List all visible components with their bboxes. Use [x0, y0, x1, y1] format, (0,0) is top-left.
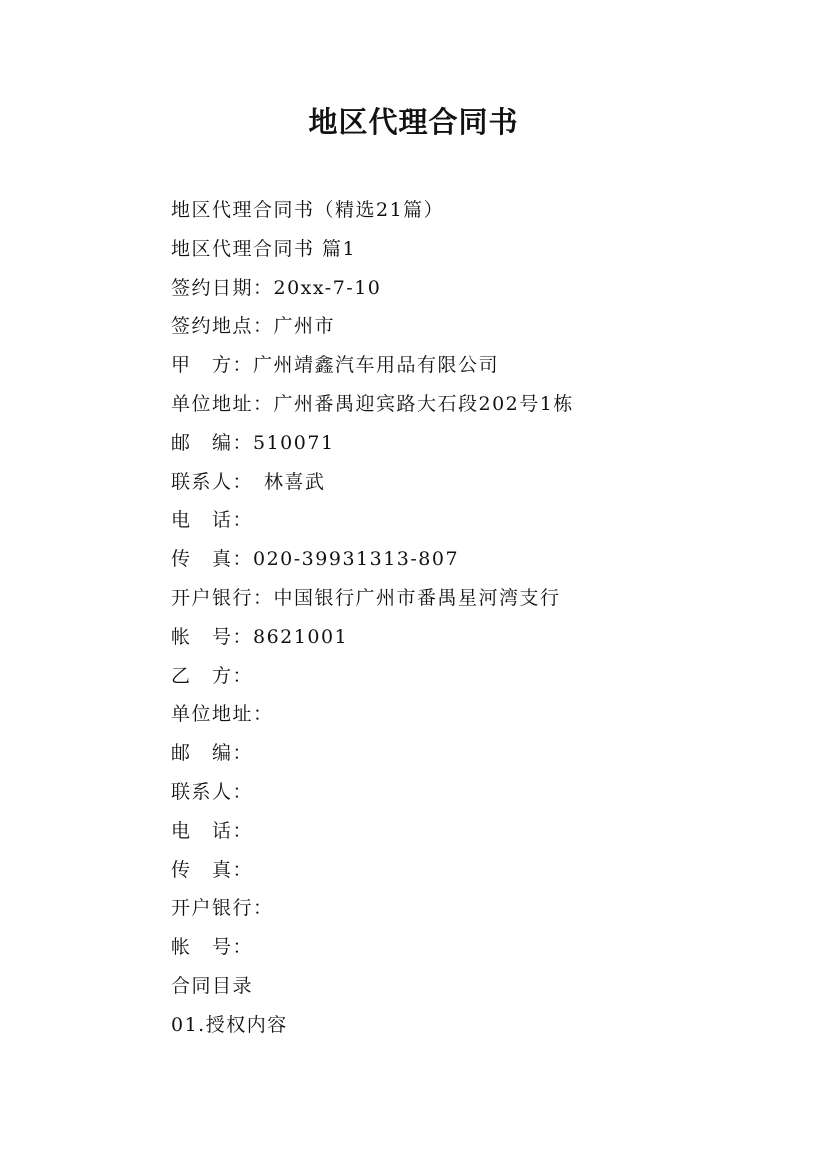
- body-line-party-b-postcode: 邮 编：: [171, 742, 254, 765]
- body-line-party-a-bank: 开户银行：中国银行广州市番禺星河湾支行: [171, 586, 561, 609]
- document-title: 地区代理合同书: [308, 105, 519, 139]
- body-line-party-b-fax: 传 真：: [171, 858, 254, 881]
- body-line-party-b-phone: 电 话：: [171, 819, 254, 842]
- body-line-heading: 地区代理合同书（精选21篇）: [171, 199, 445, 221]
- body-line-party-a-account: 帐 号：8621001: [171, 625, 349, 648]
- body-line-authorization: 01.授权内容: [171, 1013, 288, 1036]
- body-line-party-a-fax: 传 真：020-39931313-807: [171, 548, 460, 571]
- body-line-section-title: 地区代理合同书 篇1: [171, 237, 357, 260]
- body-line-party-b-account: 帐 号：: [171, 936, 254, 959]
- body-line-party-b: 乙 方：: [171, 664, 254, 687]
- body-line-party-a-address: 单位地址：广州番禺迎宾路大石段202号1栋: [171, 392, 574, 415]
- body-line-party-b-address: 单位地址：: [171, 703, 274, 726]
- body-line-party-a-contact: 联系人： 林喜武: [171, 470, 326, 493]
- body-line-sign-date: 签约日期：20xx-7-10: [171, 276, 382, 299]
- document-body: [171, 191, 691, 1045]
- body-line-party-a-postcode: 邮 编：510071: [171, 431, 335, 454]
- body-line-party-a-phone: 电 话：: [171, 509, 254, 532]
- body-line-sign-place: 签约地点：广州市: [171, 315, 336, 338]
- body-line-party-b-contact: 联系人：: [171, 780, 254, 803]
- body-line-contract-contents: 合同目录: [171, 974, 254, 997]
- body-line-party-b-bank: 开户银行：: [171, 897, 274, 920]
- body-line-party-a: 甲 方：广州靖鑫汽车用品有限公司: [171, 354, 500, 377]
